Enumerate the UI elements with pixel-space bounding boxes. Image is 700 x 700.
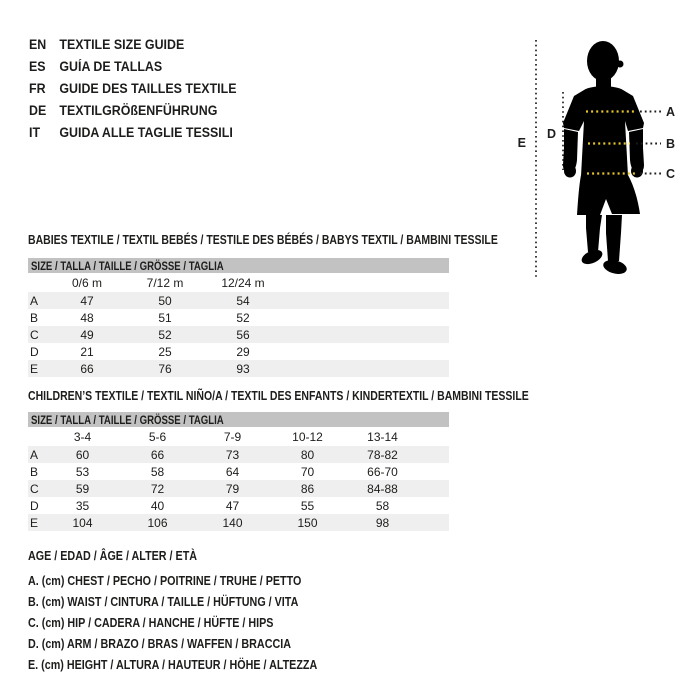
table-cell: 47: [225, 498, 240, 513]
language-row: [29, 122, 236, 144]
measure-label-c: C: [666, 167, 676, 181]
table-cell: 29: [236, 344, 250, 359]
language-row: [29, 34, 236, 56]
table-cell: 73: [225, 447, 240, 462]
table-row: [28, 326, 449, 343]
table-cell: 80: [300, 447, 315, 462]
language-row: [29, 100, 236, 122]
language-title: GUIDA ALLE TAGLIE TESSILI: [59, 125, 233, 140]
row-label: E: [30, 515, 39, 530]
child-silhouette: [563, 41, 644, 276]
row-label: D: [30, 344, 39, 359]
table-cell: 47: [80, 293, 94, 308]
table-cell: 93: [236, 361, 250, 376]
language-title: GUIDE DES TAILLES TEXTILE: [59, 81, 237, 96]
row-label: C: [30, 327, 39, 342]
language-title: GUÍA DE TALLAS: [59, 59, 163, 74]
table-cell: 104: [72, 515, 93, 530]
table-cell: 66: [80, 361, 94, 376]
table-cell: 58: [150, 464, 165, 479]
table-cell: 52: [158, 327, 172, 342]
table-cell: 25: [158, 344, 172, 359]
row-label: B: [30, 464, 39, 479]
legend-item-chest: A. (cm) CHEST / PECHO / POITRINE / TRUHE / PETTO: [28, 574, 302, 588]
column-header: 7/12 m: [146, 275, 184, 290]
column-header: 7-9: [223, 429, 242, 444]
table-cell: 56: [236, 327, 250, 342]
language-row: [29, 56, 236, 78]
row-label: A: [30, 447, 39, 462]
age-legend-line: AGE / EDAD / ÂGE / ALTER / ETÀ: [28, 549, 198, 563]
row-label: B: [30, 310, 39, 325]
measure-label-a: A: [666, 105, 676, 119]
column-header: 5-6: [148, 429, 167, 444]
legend-item-waist: B. (cm) WAIST / CINTURA / TAILLE / HÜFTUNG / VITA: [28, 595, 299, 609]
table-cell: 54: [236, 293, 250, 308]
table-cell: 98: [375, 515, 390, 530]
measurement-figure: [500, 28, 695, 288]
measure-label-e: E: [517, 136, 526, 150]
table-cell: 64: [225, 464, 240, 479]
size-header-bar: [28, 412, 449, 427]
table-row: [28, 446, 449, 463]
table-cell: 21: [80, 344, 94, 359]
table-cell: 79: [225, 481, 240, 496]
table-cell: 70: [300, 464, 315, 479]
language-row: [29, 78, 236, 100]
table-row: [28, 309, 449, 326]
size-header-bar: [28, 258, 449, 273]
table-cell: 150: [297, 515, 318, 530]
legend-item-arm: D. (cm) ARM / BRAZO / BRAS / WAFFEN / BRACCIA: [28, 637, 291, 651]
language-code: ES: [29, 59, 46, 74]
table-cell: 86: [300, 481, 315, 496]
table-row: [28, 463, 449, 480]
legend-item-hip: C. (cm) HIP / CADERA / HANCHE / HÜFTE / HIPS: [28, 616, 274, 630]
table-cell: 72: [150, 481, 165, 496]
table-cell: 106: [147, 515, 168, 530]
row-label: A: [30, 293, 39, 308]
children-size-table: [28, 412, 449, 531]
table-cell: 66: [150, 447, 165, 462]
column-header-row: [28, 273, 449, 292]
table-row: [28, 514, 449, 531]
babies-size-table: [28, 258, 449, 377]
table-cell: 51: [158, 310, 172, 325]
column-header: 12/24 m: [221, 275, 265, 290]
child-silhouette-diagram: [500, 28, 695, 288]
table-cell: 58: [375, 498, 390, 513]
size-header-label: SIZE / TALLA / TAILLE / GRÖSSE / TAGLIA: [31, 412, 224, 427]
column-header: 10-12: [292, 429, 323, 444]
column-header: 0/6 m: [71, 275, 102, 290]
table-cell: 84-88: [367, 481, 398, 496]
row-label: E: [30, 361, 39, 376]
legend-item-height: E. (cm) HEIGHT / ALTURA / HAUTEUR / HÖHE / ALTEZZA: [28, 658, 318, 672]
measure-label-b: B: [666, 137, 676, 151]
table-cell: 140: [222, 515, 243, 530]
language-list: [29, 34, 255, 144]
table-cell: 48: [80, 310, 94, 325]
measurement-legend: [28, 546, 364, 676]
table-cell: 55: [300, 498, 315, 513]
language-title: TEXTILGRÖßENFÜHRUNG: [59, 103, 218, 118]
table-row: [28, 292, 449, 309]
measure-label-d: D: [546, 127, 556, 141]
table-cell: 66-70: [367, 464, 398, 479]
table-cell: 35: [75, 498, 90, 513]
table-cell: 76: [158, 361, 172, 376]
table-cell: 78-82: [367, 447, 398, 462]
language-code: FR: [29, 81, 46, 96]
language-code: EN: [29, 37, 47, 52]
column-header-row: [28, 427, 449, 446]
table-cell: 50: [158, 293, 172, 308]
size-header-label: SIZE / TALLA / TAILLE / GRÖSSE / TAGLIA: [31, 258, 224, 273]
table-row: [28, 497, 449, 514]
language-title: TEXTILE SIZE GUIDE: [59, 37, 185, 52]
table-row: [28, 343, 449, 360]
table-cell: 49: [80, 327, 94, 342]
table-cell: 59: [75, 481, 90, 496]
language-code: DE: [29, 103, 47, 118]
table-cell: 53: [75, 464, 90, 479]
table-row: [28, 480, 449, 497]
table-cell: 52: [236, 310, 250, 325]
table-row: [28, 360, 449, 377]
row-label: C: [30, 481, 39, 496]
babies-section-heading: BABIES TEXTILE / TEXTIL BEBÉS / TESTILE DES BÉBÉS / BABYS TEXTIL / BAMBINI TESSILE: [28, 233, 498, 247]
table-cell: 60: [75, 447, 90, 462]
row-label: D: [30, 498, 39, 513]
language-code: IT: [29, 125, 41, 140]
children-section-heading: CHILDREN’S TEXTILE / TEXTIL NIÑO/A / TEXTIL DES ENFANTS / KINDERTEXTIL / BAMBINI TESSILE: [28, 389, 529, 403]
column-header: 3-4: [73, 429, 92, 444]
table-cell: 40: [150, 498, 165, 513]
column-header: 13-14: [367, 429, 398, 444]
